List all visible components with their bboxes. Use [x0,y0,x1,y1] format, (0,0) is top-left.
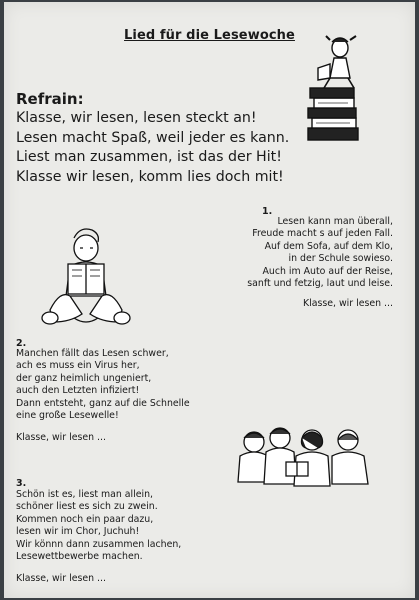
verse-line: Wir könnn dann zusammen lachen, [16,538,182,550]
verse-2-text [16,348,190,422]
verse-3-number: 3. [16,478,27,489]
verse-2-number: 2. [16,338,27,349]
song-sheet [4,2,415,598]
verse-line: Schön ist es, liest man allein, [16,489,154,500]
refrain-heading: Refrain: [16,90,84,108]
refrain-line: Lesen macht Spaß, weil jeder es kann. [16,129,290,146]
verse-line: Lesewettbewerbe machen. [16,551,143,563]
verse-3-text [16,489,181,563]
refrain-block [16,90,289,187]
verse-line: der ganz heimlich ungeniert, [16,372,152,384]
verse-line: Lesen kann man überall, [277,216,393,227]
verse-line: Dann entsteht, ganz auf die Schnelle [16,397,190,409]
verse-line: sanft und fetzig, laut und leise. [247,278,393,290]
verse-line: ach es muss ein Virus her, [16,360,140,372]
verse-2-refrain-cue: Klasse, wir lesen ... [16,432,106,443]
verse-line: Auf dem Sofa, auf dem Klo, [264,240,393,252]
verse-1-text [247,216,393,290]
boy-reading-illustration [40,226,132,330]
refrain-line: Liest man zusammen, ist das der Hit! [16,149,282,165]
verse-line: lesen wir im Chor, Juchuh! [16,526,140,538]
refrain-line: Klasse, wir lesen, lesen steckt an! [16,110,257,126]
verse-line: in der Schule sowieso. [288,253,393,265]
refrain-line: Klasse wir lesen, komm lies doch mit! [16,168,284,185]
verse-3-refrain-cue: Klasse, wir lesen ... [16,573,106,584]
page-title: Lied für die Lesewoche [124,28,295,43]
verse-line: Freude macht s auf jeden Fall. [252,228,393,240]
verse-1-number: 1. [262,206,273,217]
verse-line: Kommen noch ein paar dazu, [16,513,154,525]
verse-1-refrain-cue: Klasse, wir lesen ... [303,298,393,309]
girl-on-books-illustration [300,34,364,144]
children-group-illustration [232,426,372,492]
verse-line: schöner liest es sich zu zwein. [16,501,158,513]
verse-line: Auch im Auto auf der Reise, [262,265,393,277]
verse-line: Manchen fällt das Lesen schwer, [16,348,169,359]
verse-line: eine große Lesewelle! [16,410,119,422]
verse-line: auch den Letzten infiziert! [16,385,140,397]
